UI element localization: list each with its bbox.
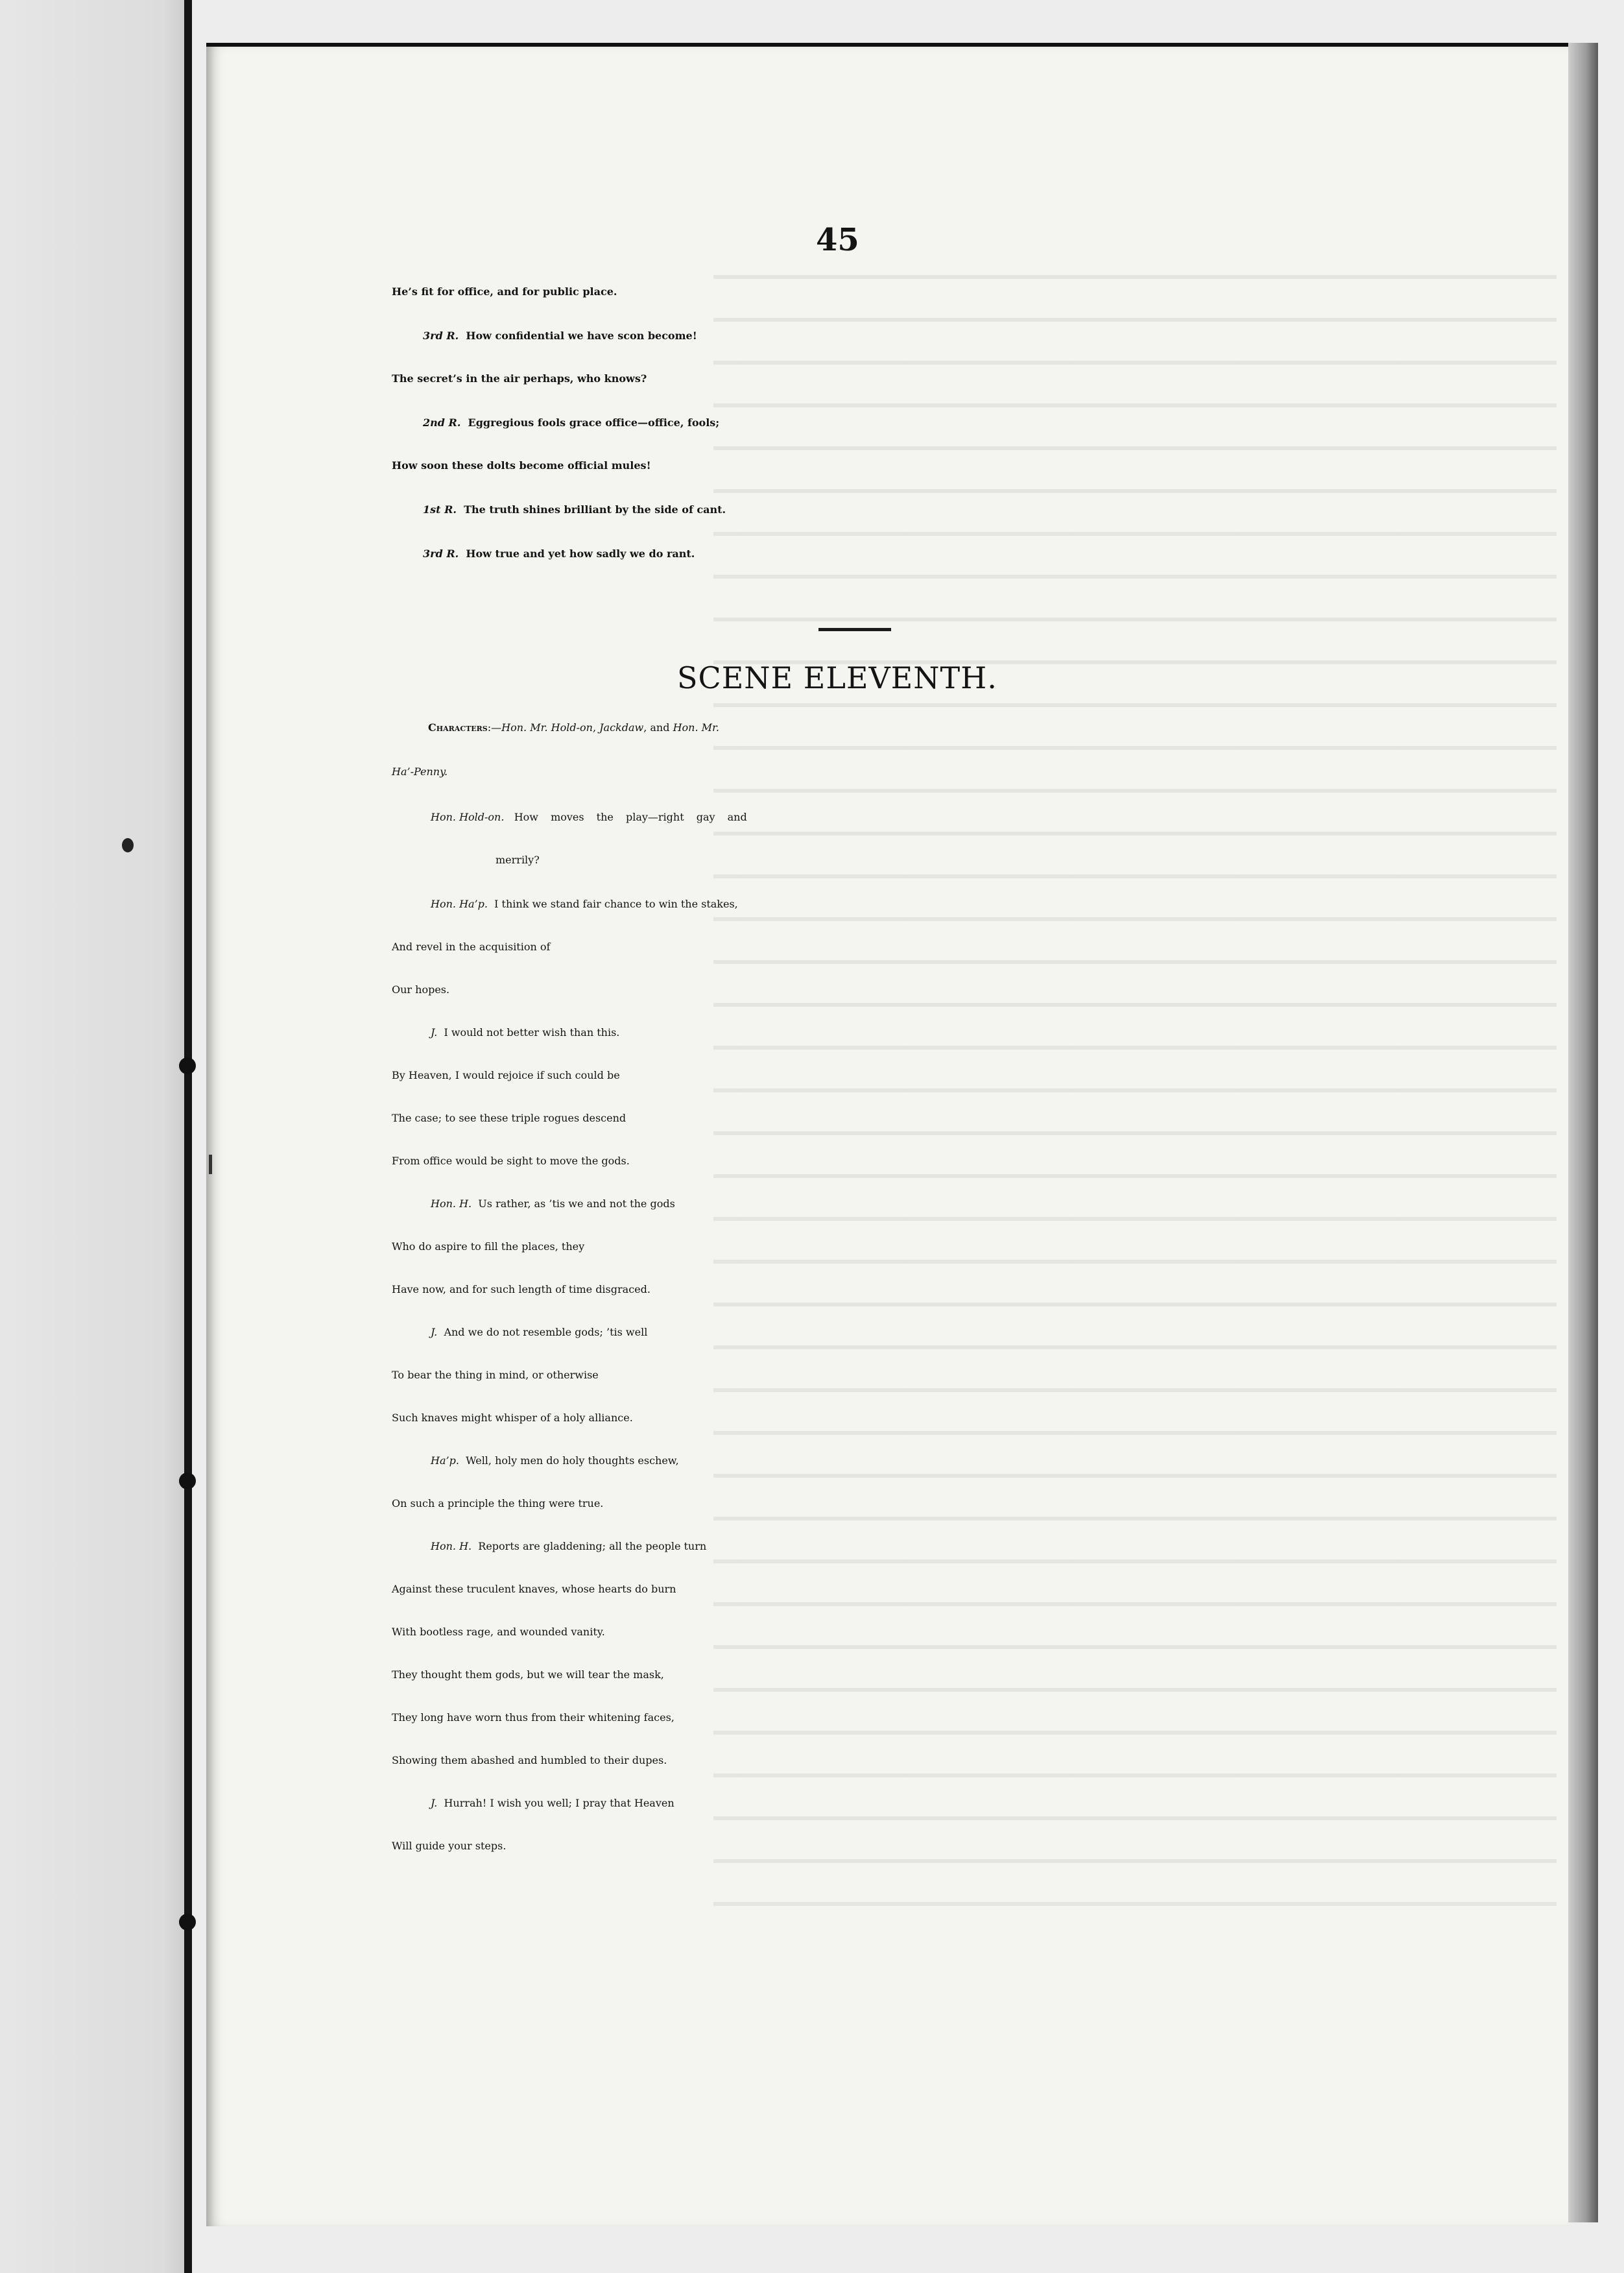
text-line: merrily? — [496, 854, 540, 866]
speech-text: I think we stand fair chance to win the stakes, — [494, 898, 738, 910]
speech-text: And we do not resemble gods; ’tis well — [444, 1326, 648, 1338]
speech-text: Eggregious fools grace office—office, fools; — [468, 416, 720, 429]
text-line: The case; to see these triple rogues descend — [392, 1112, 627, 1124]
text-line: How soon these dolts become official mules! — [392, 459, 651, 472]
conjunction: and — [650, 721, 670, 734]
speaker-label: Hon. Ha’p. — [431, 898, 488, 910]
text-line: They long have worn thus from their whitening faces, — [392, 1711, 675, 1724]
section-divider — [818, 628, 891, 631]
speech-line — [431, 1026, 619, 1039]
text-line: Who do aspire to fill the places, they — [392, 1240, 585, 1253]
text-line: Showing them abashed and humbled to their dupes. — [392, 1754, 667, 1766]
binding-thread-mark — [179, 1914, 196, 1930]
speech-line — [423, 330, 697, 342]
ink-speck — [209, 1155, 212, 1174]
text-line: And revel in the acquisition of — [392, 941, 551, 953]
speech-text: The truth shines brilliant by the side of cant. — [464, 503, 726, 516]
characters-line: Characters:—Hon. Mr. Hold-on, Jackdaw, and Hon. Mr. — [428, 721, 719, 734]
speech-line — [431, 1540, 706, 1552]
scene-title: SCENE ELEVENTH. — [677, 660, 997, 695]
speech-line — [431, 811, 747, 823]
text-line: With bootless rage, and wounded vanity. — [392, 1626, 605, 1638]
text-line: On such a principle the thing were true. — [392, 1497, 604, 1509]
speaker-label: 1st R. — [423, 503, 457, 516]
text-line: Our hopes. — [392, 983, 450, 996]
speech-text: How confidential we have scon become! — [466, 330, 697, 342]
text-line: To bear the thing in mind, or otherwise — [392, 1369, 599, 1381]
speaker-label: 3rd R. — [423, 547, 459, 560]
speaker-label: J. — [431, 1797, 438, 1809]
speech-text: Us rather, as ’tis we and not the gods — [478, 1197, 675, 1210]
text-line: Such knaves might whisper of a holy alliance. — [392, 1412, 633, 1424]
binding-thread-mark — [179, 1057, 196, 1074]
text-line: The secret’s in the air perhaps, who knows? — [392, 372, 647, 385]
character-name: Hon. Mr. — [673, 721, 719, 734]
speaker-label: 3rd R. — [423, 330, 459, 342]
ink-speck — [122, 838, 134, 852]
text-line: He’s fit for office, and for public place. — [392, 285, 617, 298]
text-line: By Heaven, I would rejoice if such could be — [392, 1069, 620, 1081]
text-line: They thought them gods, but we will tear the mask, — [392, 1668, 664, 1681]
speech-text: How true and yet how sadly we do rant. — [466, 547, 695, 560]
page-number: 45 — [816, 222, 859, 258]
character-name: Ha’-Penny. — [392, 765, 448, 778]
speech-line — [431, 1197, 675, 1210]
speech-text: Hurrah! I wish you well; I pray that Heaven — [444, 1797, 675, 1809]
speech-text: How moves the play—right gay and — [514, 811, 747, 823]
text-line: Will guide your steps. — [392, 1840, 507, 1852]
speaker-label: 2nd R. — [423, 416, 461, 429]
speech-text: Well, holy men do holy thoughts eschew, — [466, 1454, 679, 1467]
speech-line — [423, 503, 726, 516]
character-name: Jackdaw — [599, 721, 644, 734]
text-line: Against these truculent knaves, whose hearts do burn — [392, 1583, 676, 1595]
speaker-label: Hon. H. — [431, 1540, 472, 1552]
speech-line — [431, 898, 738, 910]
speech-text: I would not better wish than this. — [444, 1026, 620, 1039]
speaker-label: J. — [431, 1026, 438, 1039]
facing-page-margin — [0, 0, 192, 2273]
book-binding-edge — [184, 0, 192, 2273]
text-line: Have now, and for such length of time disgraced. — [392, 1283, 651, 1295]
bleed-through-text — [713, 247, 1557, 1933]
speaker-label: Hon. H. — [431, 1197, 472, 1210]
characters-label: Characters — [428, 721, 488, 734]
speech-line — [423, 416, 719, 429]
speech-text: Reports are gladdening; all the people turn — [478, 1540, 707, 1552]
page-right-edge-shadow — [1568, 43, 1598, 2222]
text-line: From office would be sight to move the gods. — [392, 1155, 630, 1167]
binding-thread-mark — [179, 1473, 196, 1489]
speech-line — [431, 1454, 679, 1467]
character-name: Hon. Mr. Hold-on — [501, 721, 593, 734]
characters-separator: :— — [487, 721, 502, 734]
speaker-label: Hon. Hold-on. — [431, 811, 505, 823]
speech-line — [423, 547, 695, 560]
speech-line — [431, 1797, 675, 1809]
speaker-label: J. — [431, 1326, 438, 1338]
speech-line — [431, 1326, 647, 1338]
speaker-label: Ha’p. — [431, 1454, 459, 1467]
